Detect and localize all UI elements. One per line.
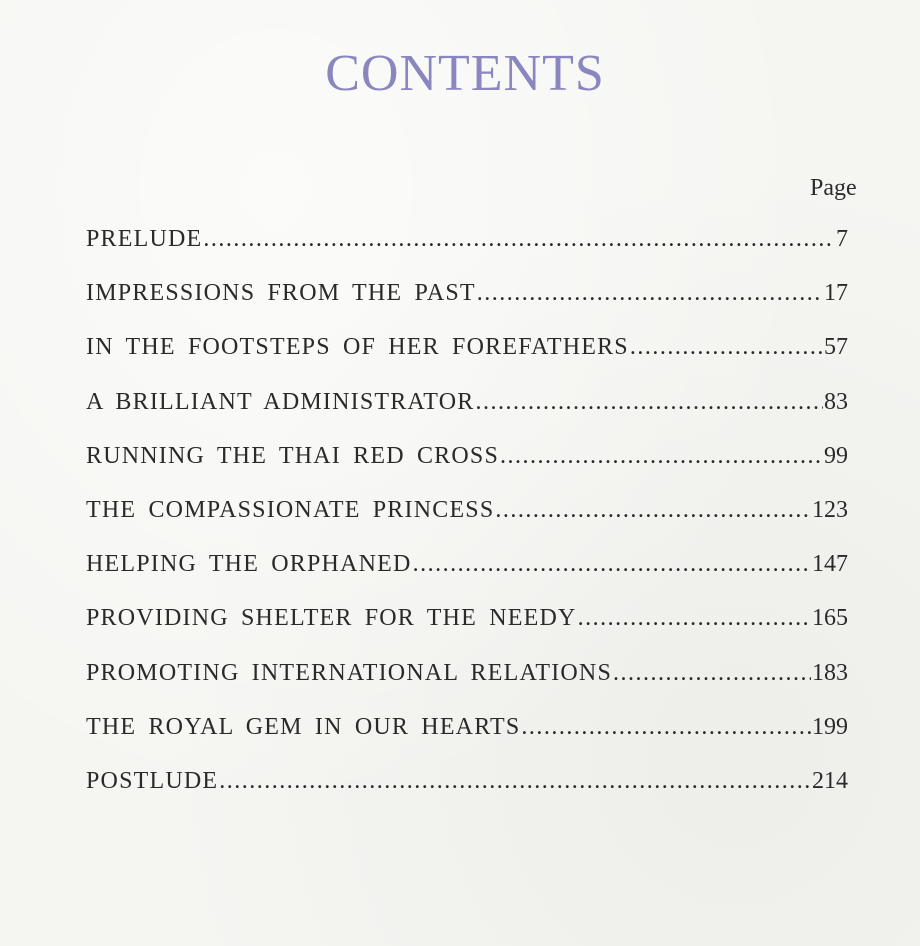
page-column-header: Page xyxy=(810,175,857,201)
toc-entry xyxy=(86,280,848,334)
toc-entry-title: IN THE FOOTSTEPS OF HER FOREFATHERS xyxy=(86,334,629,361)
toc-entry-page: 214 xyxy=(812,767,848,794)
toc-entry-title: POSTLUDE xyxy=(86,767,219,794)
page-title: CONTENTS xyxy=(325,45,605,102)
toc-entry-title: THE ROYAL GEM IN OUR HEARTS xyxy=(86,713,521,740)
toc-leader-dots xyxy=(495,497,811,524)
toc-entry-page: 199 xyxy=(812,713,848,740)
toc-entry-page: 57 xyxy=(824,334,848,361)
toc-entry-page: 99 xyxy=(824,442,848,469)
toc-entry-page: 123 xyxy=(812,496,848,523)
toc-entry-title: PROVIDING SHELTER FOR THE NEEDY xyxy=(86,605,577,632)
toc-entry xyxy=(86,605,848,659)
toc-leader-dots xyxy=(630,334,823,361)
toc-entry xyxy=(86,768,848,822)
toc-leader-dots xyxy=(203,226,835,253)
toc-entry xyxy=(86,226,848,280)
table-of-contents xyxy=(86,226,848,822)
toc-leader-dots xyxy=(413,551,811,578)
toc-entry xyxy=(86,497,848,551)
toc-entry-page: 17 xyxy=(824,280,848,307)
toc-entry-title: PRELUDE xyxy=(86,226,203,252)
toc-entry xyxy=(86,714,848,768)
toc-leader-dots xyxy=(578,605,811,632)
toc-entry xyxy=(86,389,848,443)
toc-leader-dots xyxy=(500,443,823,470)
toc-entry-page: 83 xyxy=(824,388,848,415)
toc-entry-title: A BRILLIANT ADMINISTRATOR xyxy=(86,388,475,415)
toc-entry xyxy=(86,334,848,388)
toc-leader-dots xyxy=(521,714,811,741)
toc-entry-page: 183 xyxy=(812,659,848,686)
toc-entry-title: PROMOTING INTERNATIONAL RELATIONS xyxy=(86,659,613,686)
toc-entry xyxy=(86,551,848,605)
toc-entry-title: RUNNING THE THAI RED CROSS xyxy=(86,442,500,469)
toc-entry-title: HELPING THE ORPHANED xyxy=(86,551,412,578)
toc-entry-title: IMPRESSIONS FROM THE PAST xyxy=(86,280,476,307)
toc-leader-dots xyxy=(475,389,823,416)
toc-entry xyxy=(86,443,848,497)
toc-entry xyxy=(86,660,848,714)
toc-entry-page: 7 xyxy=(836,226,848,252)
toc-leader-dots xyxy=(477,280,823,307)
toc-entry-title: THE COMPASSIONATE PRINCESS xyxy=(86,496,495,523)
toc-entry-page: 165 xyxy=(812,605,848,632)
toc-entry-page: 147 xyxy=(812,551,848,578)
toc-leader-dots xyxy=(613,660,811,687)
toc-leader-dots xyxy=(219,768,811,795)
